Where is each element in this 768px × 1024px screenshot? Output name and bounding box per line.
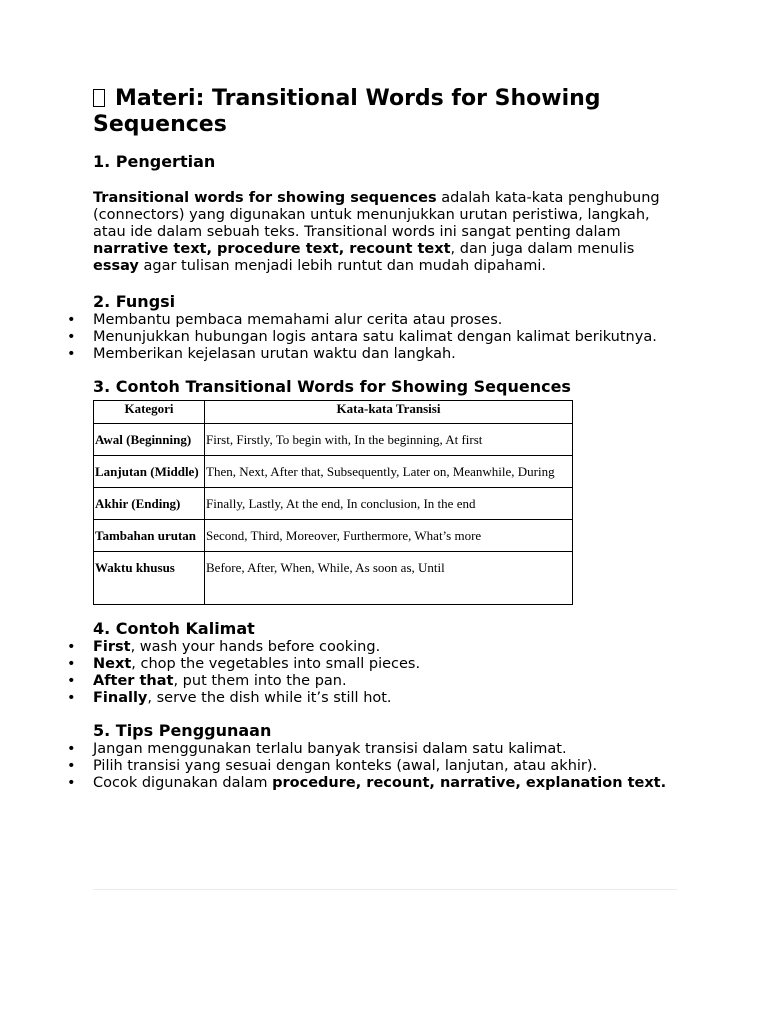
list-item: • After that, put them into the pan. [67,673,347,689]
heading-contoh-words: 3. Contoh Transitional Words for Showing Sequences [93,377,571,396]
divider [93,889,677,890]
document-page [67,86,683,792]
table-row: Tambahan urutan Second, Third, Moreover, Furthermore, What’s more [94,520,573,552]
heading-contoh-kalimat: 4. Contoh Kalimat [93,619,255,638]
pengertian-paragraph: Transitional words for showing sequences adalah kata-kata penghubung (connectors) yang digunakan untuk menunjukkan urutan peristiwa, langkah, atau ide dalam sebuah teks. Transitional words ini sangat penting dalam narrative text, procedure text, recount text, dan juga dalam menulis essay agar tulisan menjadi lebih runtut dan mudah dipahami. [93,190,660,274]
list-item: • Memberikan kejelasan urutan waktu dan langkah. [67,346,456,362]
table-row: Waktu khusus Before, After, When, While, As soon as, Until [94,552,573,605]
table-row: Awal (Beginning) First, Firstly, To begin with, In the beginning, At first [94,424,573,456]
book-icon [93,89,105,107]
list-item: • Pilih transisi yang sesuai dengan konteks (awal, lanjutan, atau akhir). [67,758,598,774]
table-header-row [94,401,573,424]
list-item: • Cocok digunakan dalam procedure, recount, narrative, explanation text. [67,775,667,791]
table-row: Lanjutan (Middle) Then, Next, After that, Subsequently, Later on, Meanwhile, During [94,456,573,488]
table-header: Kategori [94,401,205,424]
contoh-kalimat-list [67,639,683,707]
list-item: • Menunjukkan hubungan logis antara satu kalimat dengan kalimat berikutnya. [67,329,657,345]
list-item: • Finally, serve the dish while it’s still hot. [67,690,392,706]
heading-pengertian: 1. Pengertian [93,152,216,171]
tips-list [67,741,683,792]
table-header: Kata-kata Transisi [205,401,573,424]
page-title: Materi: Transitional Words for Showing Sequences [93,86,601,137]
heading-fungsi: 2. Fungsi [93,292,176,311]
heading-tips: 5. Tips Penggunaan [93,721,272,740]
table-row: Akhir (Ending) Finally, Lastly, At the end, In conclusion, In the end [94,488,573,520]
list-item: • Jangan menggunakan terlalu banyak transisi dalam satu kalimat. [67,741,567,757]
list-item: • Membantu pembaca memahami alur cerita atau proses. [67,312,503,328]
fungsi-list [67,312,683,363]
list-item: • Next, chop the vegetables into small pieces. [67,656,421,672]
transitional-words-table [93,400,573,605]
list-item: • First, wash your hands before cooking. [67,639,381,655]
